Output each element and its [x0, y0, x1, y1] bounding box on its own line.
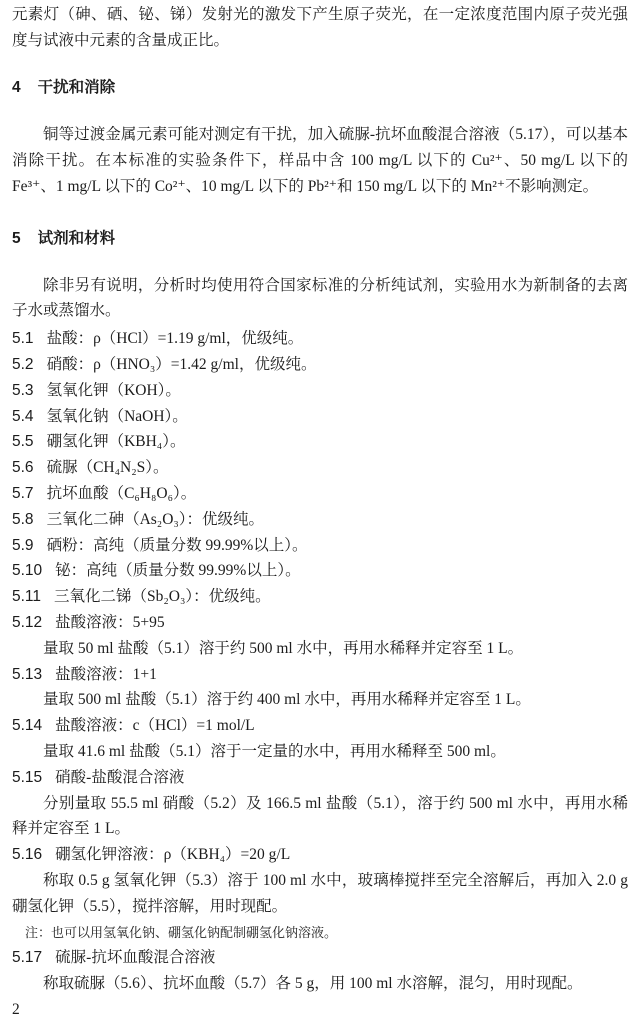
clause-5-4: [12, 404, 628, 430]
clause-5-10: [12, 558, 628, 584]
section-5-heading: [12, 226, 628, 252]
note-label: 注：: [25, 924, 52, 940]
clause-text: 盐酸溶液：5+95: [55, 613, 165, 631]
clause-number: 5.12: [12, 613, 43, 631]
clause-text: 硫脲-抗坏血酸混合溶液: [55, 949, 216, 967]
clause-5-9: [12, 533, 628, 559]
clause-number: 5.1: [12, 330, 34, 348]
clause-text: 硼氢化钾（KBH₄）。: [46, 433, 186, 451]
clause-text: 三氧化二锑（Sb₂O₃）：优级纯。: [54, 588, 271, 606]
clause-text: 氢氧化钠（NaOH）。: [46, 407, 188, 425]
clause-5-5: [12, 429, 628, 455]
clause-text: 盐酸：ρ（HCl）=1.19 g/ml，优级纯。: [46, 330, 304, 348]
clause-number: 5.7: [12, 484, 34, 502]
clause-5-6: [12, 455, 628, 481]
section-4-number: 4: [12, 78, 21, 96]
intro-paragraph: 元素灯（砷、硒、铋、锑）发射光的激发下产生原子荧光，在一定浓度范围内原子荧光强度与试液中元素的含量成正比。: [12, 6, 628, 49]
clause-number: 5.15: [12, 768, 43, 786]
clause-number: 5.5: [12, 433, 34, 451]
section-4-heading: [12, 75, 628, 101]
clause-text: 三氧化二砷（As₂O₃）：优级纯。: [46, 510, 265, 528]
clause-text: 铋：高纯（质量分数 99.99%以上）。: [55, 562, 301, 580]
clause-text: 硫脲（CH₄N₂S）。: [46, 459, 169, 477]
clause-5-1: [12, 326, 628, 352]
clause-5-13-detail: 量取 500 ml 盐酸（5.1）溶于约 400 ml 水中，再用水稀释并定容至 1 L。: [43, 691, 531, 709]
clause-5-8: [12, 507, 628, 533]
clause-text: 氢氧化钾（KOH）。: [46, 381, 181, 399]
clause-number: 5.2: [12, 355, 34, 373]
clause-5-15-detail: 分别量取 55.5 ml 硝酸（5.2）及 166.5 ml 盐酸（5.1），溶于约 500 ml 水中，再用水稀释并定容至 1 L。: [12, 794, 628, 838]
clause-text: 硝酸-盐酸混合溶液: [55, 768, 185, 786]
clause-number: 5.16: [12, 846, 43, 864]
clause-number: 5.17: [12, 949, 43, 967]
clause-5-16-detail: 称取 0.5 g 氢氧化钾（5.3）溶于 100 ml 水中，玻璃棒搅拌至完全溶解后，再加入 2.0 g 硼氢化钾（5.5），搅拌溶解，用时现配。: [12, 871, 628, 915]
clause-number: 5.4: [12, 407, 34, 425]
section-4-title: 干扰和消除: [37, 78, 116, 96]
clause-number: 5.10: [12, 562, 43, 580]
section-5-number: 5: [12, 229, 21, 247]
reagent-list: [12, 326, 628, 997]
section-5-paragraph: 除非另有说明，分析时均使用符合国家标准的分析纯试剂，实验用水为新制备的去离子水或蒸馏水。: [12, 276, 628, 320]
clause-5-7: [12, 481, 628, 507]
clause-5-17: [12, 945, 628, 971]
clause-5-12-detail: 量取 50 ml 盐酸（5.1）溶于约 500 ml 水中，再用水稀释并定容至 1 L。: [43, 639, 524, 657]
clause-number: 5.13: [12, 665, 43, 683]
clause-5-16-note: [12, 920, 628, 946]
clause-5-11: [12, 584, 628, 610]
clause-5-12: [12, 610, 628, 636]
clause-number: 5.6: [12, 459, 34, 477]
note-text: 也可以用氢氧化钠、硼氢化钠配制硼氢化钠溶液。: [51, 924, 338, 940]
clause-text: 盐酸溶液：1+1: [55, 665, 157, 683]
clause-text: 硒粉：高纯（质量分数 99.99%以上）。: [46, 536, 308, 554]
clause-number: 5.11: [12, 588, 42, 606]
clause-5-15: [12, 765, 628, 791]
clause-text: 硼氢化钾溶液：ρ（KBH₄）=20 g/L: [55, 846, 291, 864]
clause-text: 抗坏血酸（C₆H₈O₆）。: [46, 484, 197, 502]
section-5-title: 试剂和材料: [37, 229, 116, 247]
page-number: 2: [12, 1000, 20, 1016]
clause-5-17-detail: 称取硫脲（5.6）、抗坏血酸（5.7）各 5 g，用 100 ml 水溶解，混匀，用时现配。: [43, 975, 583, 993]
clause-5-3: [12, 378, 628, 404]
clause-5-16: [12, 842, 628, 868]
clause-5-14-detail: 量取 41.6 ml 盐酸（5.1）溶于一定量的水中，再用水稀释至 500 ml。: [43, 742, 506, 760]
clause-number: 5.9: [12, 536, 34, 554]
section-4-paragraph: 铜等过渡金属元素可能对测定有干扰，加入硫脲-抗坏血酸混合溶液（5.17），可以基本消除干扰。在本标准的实验条件下，样品中含 100 mg/L 以下的 Cu²⁺、50 mg/L 以下的 Fe³⁺、1 mg/L 以下的 Co²⁺、10 mg/L 以下的 Pb²⁺和 150 mg/L 以下的 Mn²⁺不影响测定。: [12, 126, 628, 195]
clause-5-14: [12, 713, 628, 739]
clause-number: 5.8: [12, 510, 34, 528]
clause-text: 硝酸：ρ（HNO₃）=1.42 g/ml，优级纯。: [46, 355, 317, 373]
clause-5-2: [12, 352, 628, 378]
clause-5-13: [12, 662, 628, 688]
clause-text: 盐酸溶液：c（HCl）=1 mol/L: [55, 717, 255, 735]
clause-number: 5.3: [12, 381, 34, 399]
clause-number: 5.14: [12, 717, 43, 735]
